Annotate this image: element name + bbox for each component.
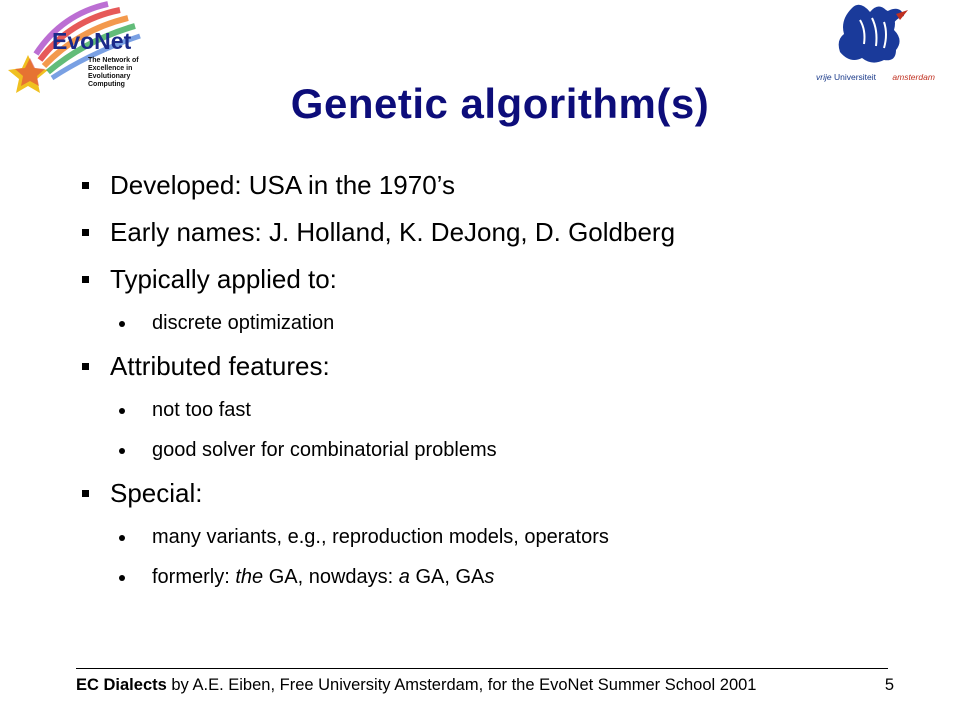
footer [76,676,894,695]
footer-rule [76,668,888,669]
subbullet-formerly [152,563,900,603]
bullet-typically: Typically applied to: [80,262,900,309]
subbullet-many-variants: many variants, e.g., reproduction models, operators [152,523,900,563]
formerly-part-3: GA, nowdays: [263,566,399,588]
slide-title: Genetic algorithm(s) [290,80,710,127]
vu-vrije: vrije [816,72,832,82]
bullet-developed: Developed: USA in the 1970’s [80,168,900,215]
bullet-list [80,168,900,603]
subbullet-good-solver: good solver for combinatorial problems [152,436,900,476]
evonet-tagline-4: Computing [88,81,125,88]
formerly-part-4-a: a [398,566,410,588]
bullet-attributed: Attributed features: [80,349,900,396]
formerly-part-1: formerly: [152,566,236,588]
vu-amsterdam: amsterdam [892,72,935,82]
formerly-part-6-s: s [484,566,495,588]
bullet-special: Special: [80,476,900,523]
evonet-tagline-3: Evolutionary [88,73,131,80]
evonet-tagline-2: Excellence in [88,65,133,72]
formerly-part-2-the: the [235,566,264,588]
bullet-early-names: Early names: J. Holland, K. DeJong, D. Goldberg [80,215,900,262]
footer-bold: EC Dialects [76,676,167,694]
evonet-title: EvoNet [52,28,132,54]
subbullet-not-too-fast: not too fast [152,396,900,436]
formerly-part-5: GA, GA [409,566,485,588]
vu-universiteit: Universiteit [833,72,877,82]
page-number: 5 [884,676,894,694]
subbullet-discrete-optimization: discrete optimization [152,309,900,349]
footer-text: by A.E. Eiben, Free University Amsterdam, for the EvoNet Summer School 2001 [166,676,757,694]
griffin-icon [800,0,960,72]
evonet-tagline-1: The Network of [88,57,139,64]
